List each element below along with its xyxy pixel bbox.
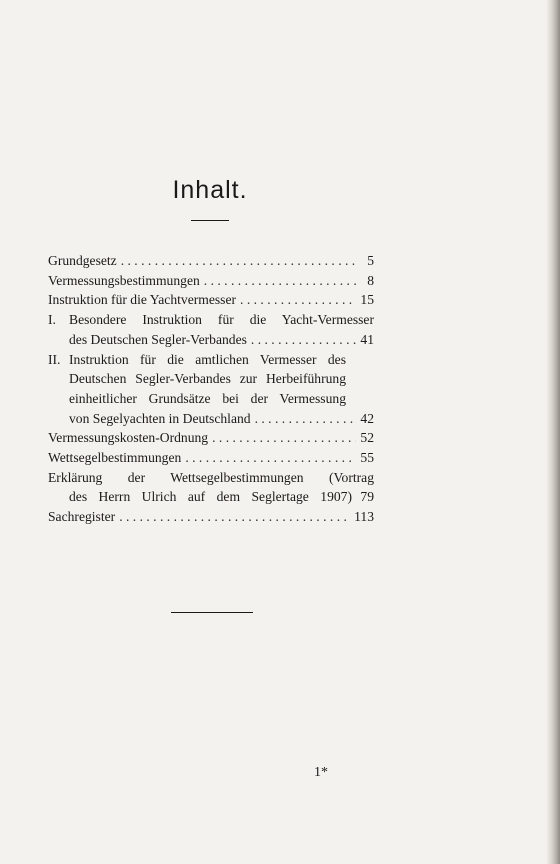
toc-entry-page: 52	[360, 430, 374, 446]
subentry-line: von Segelyachten in Deutschland	[69, 410, 251, 426]
leader-dots	[212, 428, 356, 448]
toc-entry-instruktion[interactable]	[48, 290, 374, 310]
toc-entry-vermessungsbestimmungen[interactable]	[48, 271, 374, 291]
subentry-line: des Deutschen Segler-Verbandes	[69, 331, 247, 347]
toc-entry-wettsegelbestimmungen[interactable]	[48, 448, 374, 468]
toc-entry-sachregister[interactable]	[48, 507, 374, 527]
leader-dots	[119, 507, 350, 527]
toc-entry-page: 55	[360, 450, 374, 466]
toc-entry-page: 79	[360, 489, 374, 505]
toc-entry-page: 113	[354, 509, 374, 525]
entry-line: Erklärung der Wettsegelbestimmungen (Vortrag	[48, 469, 374, 485]
leader-dots	[121, 251, 356, 271]
toc-entry-page: 42	[360, 410, 374, 426]
subentry-line: Deutschen Segler-Verbandes zur Herbeiführung	[69, 371, 346, 387]
subentry-number: I.	[48, 312, 56, 328]
toc-subentry-one[interactable]	[48, 310, 374, 349]
toc-entry-label: Instruktion für die Yachtvermesser	[48, 292, 237, 308]
page-edge-shadow	[546, 0, 560, 864]
leader-dots	[255, 409, 356, 429]
entry-line: des Herrn Ulrich auf dem Seglertage 1907)	[69, 489, 352, 505]
toc-entry-page: 15	[360, 292, 374, 308]
subentry-line: einheitlicher Grundsätze bei der Vermessung	[69, 390, 346, 406]
toc-entry-grundgesetz[interactable]	[48, 251, 374, 271]
toc-entry-label: Wettsegelbestimmungen	[48, 450, 182, 466]
toc-entry-erklaerung[interactable]	[48, 468, 374, 507]
bottom-rule	[171, 612, 253, 613]
subentry-line: Besondere Instruktion für die Yacht-Vermesser	[69, 312, 374, 328]
leader-dots	[240, 290, 356, 310]
toc-subentry-two[interactable]	[48, 350, 374, 429]
page-title: Inhalt.	[172, 176, 248, 204]
toc-entry-page: 8	[367, 272, 374, 288]
toc-entry-label: Sachregister	[48, 509, 116, 525]
title-rule	[191, 220, 229, 221]
leader-dots	[185, 448, 356, 468]
toc-entry-label: Vermessungsbestimmungen	[48, 272, 200, 288]
toc-entry-page: 5	[367, 253, 374, 268]
leader-dots	[204, 271, 356, 291]
toc-entry-label: Vermessungskosten-Ordnung	[48, 430, 209, 446]
toc-entry-vermessungskosten[interactable]	[48, 428, 374, 448]
footer-page-number: 1*	[314, 765, 328, 780]
toc-entry-label: Grundgesetz	[48, 253, 117, 268]
table-of-contents	[48, 251, 374, 527]
subentry-line: Instruktion für die amtlichen Vermesser des	[69, 351, 346, 367]
leader-dots	[251, 330, 356, 350]
subentry-number: II.	[48, 351, 61, 367]
toc-entry-page: 41	[360, 331, 374, 347]
